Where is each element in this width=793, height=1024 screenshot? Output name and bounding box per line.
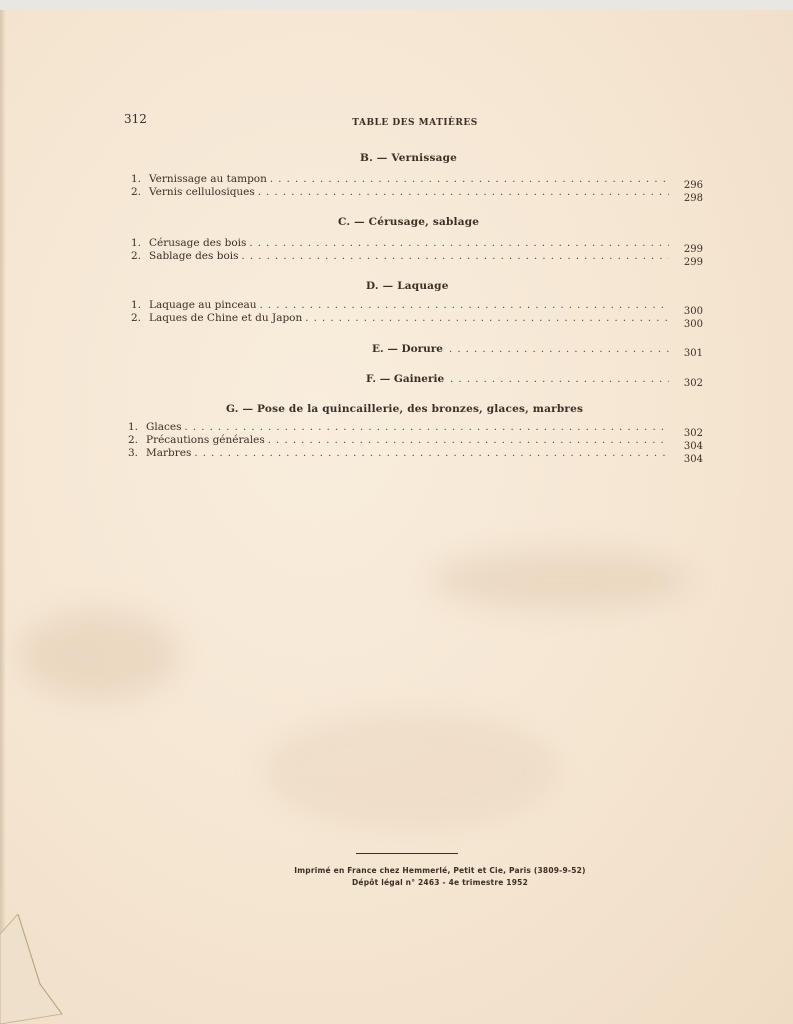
page-spine-shadow — [0, 10, 6, 1024]
entry-page: 299 — [683, 257, 703, 268]
dot-leader — [450, 374, 669, 385]
document-page — [0, 10, 793, 1024]
toc-entry[interactable] — [131, 299, 669, 311]
entry-title: Laques de Chine et du Japon — [149, 312, 303, 324]
toc-entry[interactable] — [131, 250, 669, 262]
dot-leader — [268, 435, 669, 446]
entry-number: 1. — [131, 237, 142, 249]
running-title: TABLE DES MATIÈRES — [352, 118, 478, 128]
section-heading-b: B. — Vernissage — [360, 152, 458, 164]
dot-leader — [249, 238, 669, 249]
section-heading-e: E. — Dorure — [372, 343, 443, 355]
toc-entry[interactable] — [131, 312, 669, 324]
dot-leader — [305, 313, 669, 324]
entry-title: Vernis cellulosiques — [149, 186, 255, 198]
entry-page: 300 — [683, 319, 703, 330]
printer-line: Imprimé en France chez Hemmerlé, Petit et Cie, Paris (3809-9-52) — [294, 866, 586, 875]
entry-number: 1. — [131, 173, 142, 185]
entry-title: Marbres — [146, 447, 192, 459]
toc-entry[interactable] — [128, 434, 669, 446]
entry-title: Sablage des bois — [149, 250, 239, 262]
entry-page: 304 — [683, 454, 703, 465]
entry-page: 302 — [683, 378, 703, 389]
toc-entry[interactable] — [128, 421, 669, 433]
legal-deposit-line: Dépôt légal n° 2463 - 4e trimestre 1952 — [351, 878, 528, 887]
entry-number: 2. — [128, 434, 139, 446]
entry-number: 3. — [128, 447, 139, 459]
dot-leader — [449, 344, 669, 355]
paper-stain — [20, 610, 180, 700]
toc-entry[interactable] — [128, 447, 669, 459]
entry-number: 2. — [131, 186, 142, 198]
entry-page: 302 — [683, 428, 703, 439]
entry-page: 301 — [683, 348, 703, 359]
entry-title: Laquage au pinceau — [149, 299, 257, 311]
dot-leader — [270, 174, 669, 185]
entry-page: 298 — [683, 193, 703, 204]
entry-number: 1. — [131, 299, 142, 311]
paper-stain — [260, 710, 560, 830]
dot-leader — [258, 187, 669, 198]
toc-heading-f[interactable] — [366, 373, 669, 385]
entry-title: Cérusage des bois — [149, 237, 247, 249]
entry-page: 299 — [683, 244, 703, 255]
toc-heading-e[interactable] — [372, 343, 669, 355]
entry-page: 300 — [683, 306, 703, 317]
entry-title: Précautions générales — [146, 434, 265, 446]
dot-leader — [242, 251, 669, 262]
toc-entry[interactable] — [131, 173, 669, 185]
paper-stain — [430, 550, 690, 610]
dot-leader — [185, 422, 670, 433]
entry-number: 2. — [131, 312, 142, 324]
section-heading-c: C. — Cérusage, sablage — [338, 216, 480, 228]
folded-corner-icon — [0, 914, 70, 1024]
section-heading-f: F. — Gainerie — [366, 373, 445, 385]
section-heading-d: D. — Laquage — [366, 280, 449, 292]
toc-entry[interactable] — [131, 237, 669, 249]
dot-leader — [260, 300, 669, 311]
entry-page: 296 — [683, 180, 703, 191]
dot-leader — [194, 448, 669, 459]
entry-title: Vernissage au tampon — [149, 173, 267, 185]
toc-entry[interactable] — [131, 186, 669, 198]
section-heading-g: G. — Pose de la quincaillerie, des bronzes, glaces, marbres — [226, 403, 584, 415]
page-number: 312 — [124, 112, 147, 126]
entry-page: 304 — [683, 441, 703, 452]
entry-title: Glaces — [146, 421, 182, 433]
entry-number: 2. — [131, 250, 142, 262]
entry-number: 1. — [128, 421, 139, 433]
colophon-rule — [356, 853, 458, 854]
